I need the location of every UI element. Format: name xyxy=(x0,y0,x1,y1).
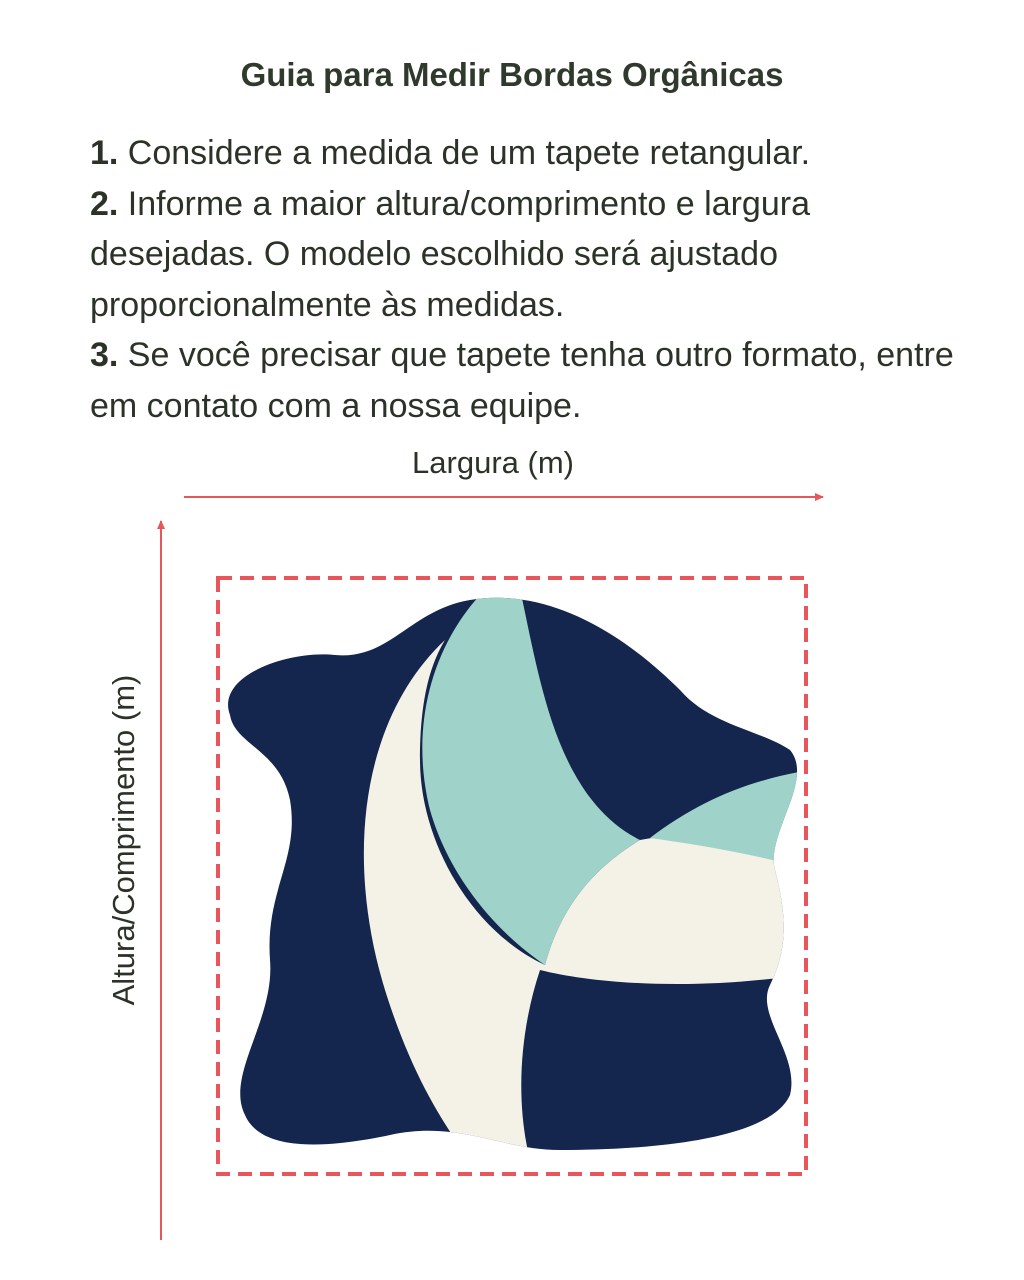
width-label: Largura (m) xyxy=(412,445,574,480)
page-title: Guia para Medir Bordas Orgânicas xyxy=(240,56,784,93)
step-1-number: 1. xyxy=(90,134,119,172)
step-3-number: 3. xyxy=(90,336,119,374)
step-2-text: Informe a maior altura/comprimento e largura desejadas. O modelo escolhido será ajustado proporcionalmente às medidas. xyxy=(90,184,810,324)
height-label: Altura/Comprimento (m) xyxy=(106,674,141,1006)
organic-rug-illustration xyxy=(200,580,820,1180)
step-2-number: 2. xyxy=(90,184,119,223)
step-3-text: Se você precisar que tapete tenha outro formato, entre em contato com a nossa equipe. xyxy=(90,336,954,425)
step-1-text: Considere a medida de um tapete retangular. xyxy=(118,134,811,172)
